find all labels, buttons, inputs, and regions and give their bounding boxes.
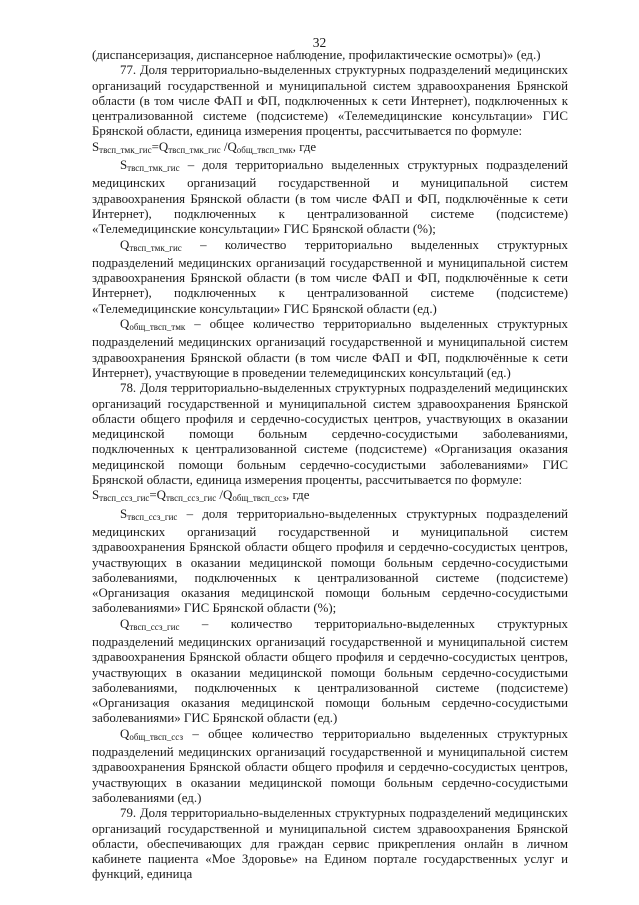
document-body: [92, 48, 568, 883]
definition-s-tmk: $S_{твсп\_тмк\_гис}$ – доля территориально выделенных структурных подразделений медицинских организаций государственной и муниципальной систем здравоохранения Брянской области (в том числе ФАП и ФП, подключённые к сети Интернет), подключенных к централизованной системе (подсистеме) «Телемедицинские консультации» ГИС Брянской области (%);: [92, 158, 568, 237]
page-number: 32: [312, 35, 327, 50]
definition-q-tmk: $Q_{твсп\_тмк\_гис}$ – количество территориально выделенных структурных подразделений медицинских организаций государственной и муниципальной систем здравоохранения Брянской области (в том числе ФАП и ФП, подключённые к сети Интернет), подключенных к централизованной системе (подсистеме) «Телемедицинские консультации» ГИС Брянской области (ед.): [92, 237, 568, 316]
formula-77: $S_{твсп\_тмк\_гис}=Q_{твсп\_тмк\_гис}$ $/Q_{общ\_твсп\_тмк}$, где: [92, 139, 317, 155]
definition-q-ssz: $Q_{твсп\_ссз\_гис}$ – количество территориально-выделенных структурных подразделений медицинских организаций государственной и муниципальной систем здравоохранения Брянской области общего профиля и сердечно-сосудистых центров, участвующих в оказании медицинской помощи больным сердечно-сосудистыми заболеваниями, подключенных к централизованной системе (подсистеме) «Организация оказания медицинской помощи больным сердечно-сосудистыми заболеваниями» ГИС Брянской области (ед.): [92, 616, 568, 726]
definition-s-ssz: $S_{твсп\_ссз\_гис}$ – доля территориально-выделенных структурных подразделений медицинских организаций государственной и муниципальной систем здравоохранения Брянской области общего профиля и сердечно-сосудистых центров, участвующих в оказании медицинской помощи больным сердечно-сосудистыми заболеваниями, подключенных к централизованной системе (подсистеме) «Организация оказания медицинской помощи больным сердечно-сосудистыми заболеваниями» ГИС Брянской области (%);: [92, 506, 568, 616]
paragraph-item-79: 79. Доля территориально-выделенных структурных подразделений медицинских организаций государственной и муниципальной систем здравоохранения Брянской области, обеспечивающих для граждан сервис прикрепления онлайн в личном кабинете пациента «Мое Здоровье» на Едином портале государственных услуг и функций, единица: [92, 806, 568, 882]
definition-q-total-ssz: $Q_{общ\_твсп\_ссз}$ – общее количество территориально выделенных структурных подразделений медицинских организаций государственной и муниципальной систем здравоохранения Брянской области общего профиля и сердечно-сосудистых центров, участвующих в оказании медицинской помощи больным сердечно-сосудистыми заболеваниями (ед.): [92, 726, 568, 805]
formula-78: $S_{твсп\_ссз\_гис}=Q_{твсп\_ссз\_гис}$ $/Q_{общ\_твсп\_ссз}$, где: [92, 488, 310, 504]
paragraph-continuation: (диспансеризация, диспансерное наблюдение, профилактические осмотры)» (ед.): [92, 48, 541, 62]
paragraph-item-78: 78. Доля территориально-выделенных структурных подразделений медицинских организаций государственной и муниципальной систем здравоохранения Брянской области общего профиля и сердечно-сосудистых центров, участвующих в оказании медицинской помощи больным сердечно-сосудистыми заболеваниями, подключенных к централизованной системе (подсистеме) «Организация оказания медицинской помощи больным сердечно-сосудистыми заболеваниями» ГИС Брянской области, единица измерения проценты, рассчитывается по формуле:: [92, 381, 568, 488]
definition-q-total-tmk: $Q_{общ\_твсп\_тмк}$ – общее количество территориально выделенных структурных подразделений медицинских организаций государственной и муниципальной систем здравоохранения Брянской области (в том числе ФАП и ФП, подключённые к сети Интернет), участвующие в проведении телемедицинских консультаций (ед.): [92, 317, 568, 380]
paragraph-item-77: 77. Доля территориально-выделенных структурных подразделений медицинских организаций государственной и муниципальной систем здравоохранения Брянской области (в том числе ФАП и ФП, подключенных к сети Интернет), подключенных к централизованной системе (подсистеме) «Телемедицинские консультации» ГИС Брянской области, единица измерения проценты, рассчитывается по формуле:: [92, 63, 568, 139]
